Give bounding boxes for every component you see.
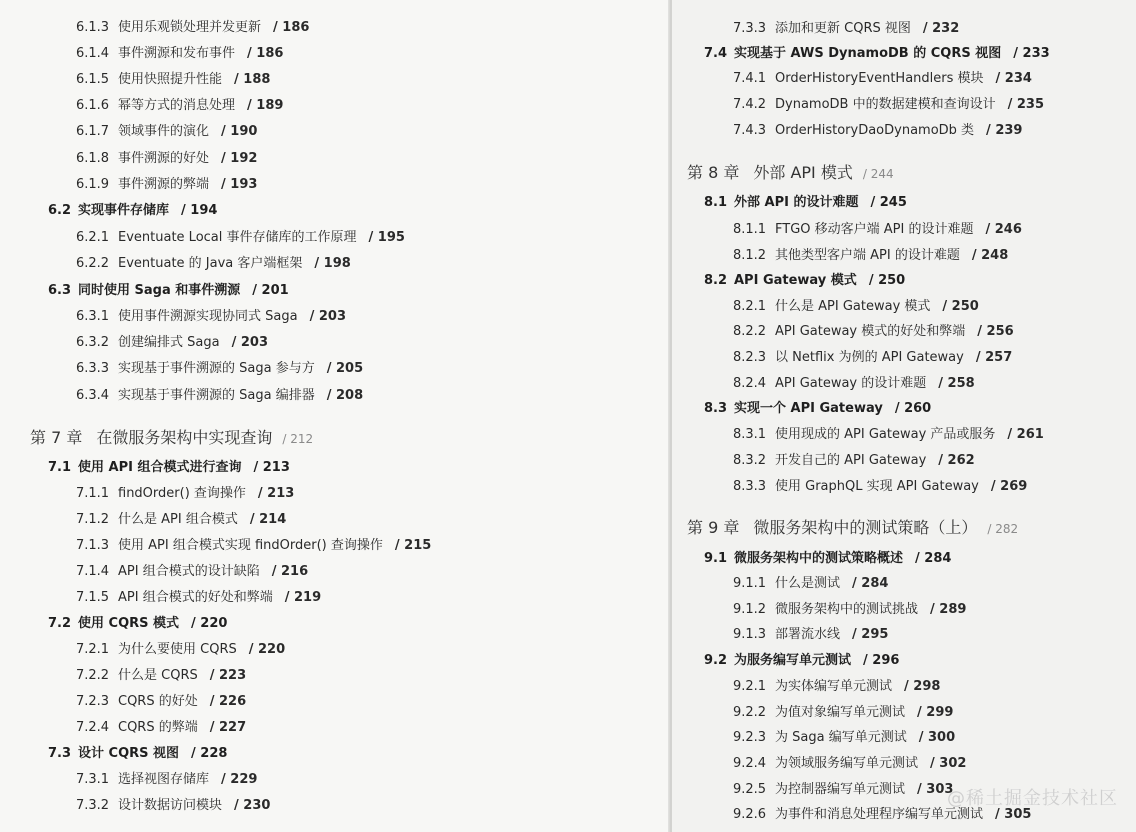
entry-page-number: / 232 xyxy=(922,21,960,36)
entry-number: 8.2.3 xyxy=(733,350,767,365)
entry-page-number: / 250 xyxy=(942,299,979,314)
entry-number: 9.2 xyxy=(704,653,728,668)
subsection-entry xyxy=(76,47,283,60)
entry-page-number: / 186 xyxy=(273,20,310,35)
entry-title: 使用 GraphQL 实现 API Gateway xyxy=(775,479,979,494)
entry-title: 为实体编写单元测试 xyxy=(775,679,893,694)
entry-title: 使用 API 组合模式实现 findOrder() 查询操作 xyxy=(118,538,383,553)
entry-number: 6.1.8 xyxy=(76,151,110,166)
entry-title: Eventuate Local 事件存储库的工作原理 xyxy=(118,230,357,245)
entry-page-number: / 230 xyxy=(234,798,271,813)
entry-number: 7.2.1 xyxy=(76,642,110,657)
entry-number: 6.1.9 xyxy=(76,177,110,192)
entry-number: 7.1.4 xyxy=(76,564,110,579)
section-entry xyxy=(48,617,227,630)
entry-page-number: / 220 xyxy=(191,616,228,631)
section-entry xyxy=(48,204,217,217)
entry-number: 6.3.1 xyxy=(76,309,110,324)
subsection-entry xyxy=(76,152,257,165)
subsection-entry xyxy=(733,454,975,467)
section-entry xyxy=(704,274,905,287)
entry-page-number: / 214 xyxy=(249,512,287,527)
entry-title: 添加和更新 CQRS 视图 xyxy=(775,21,911,36)
entry-title: API Gateway 的设计难题 xyxy=(775,376,927,391)
entry-page-number: / 250 xyxy=(868,273,906,288)
entry-page-number: / 284 xyxy=(915,551,952,566)
entry-title: 使用现成的 API Gateway 产品或服务 xyxy=(775,427,996,442)
entry-title: 为事件和消息处理程序编写单元测试 xyxy=(775,807,984,822)
subsection-entry xyxy=(76,539,431,552)
entry-title: 部署流水线 xyxy=(775,627,841,642)
entry-number: 6.1.6 xyxy=(76,98,110,113)
entry-number: 7.3 xyxy=(48,746,72,761)
entry-page-number: / 198 xyxy=(314,256,351,271)
subsection-entry xyxy=(733,22,959,35)
entry-number: 8.2.2 xyxy=(733,324,767,339)
subsection-entry xyxy=(76,310,346,323)
entry-title: 微服务架构中的测试策略（上） xyxy=(753,518,978,537)
section-entry xyxy=(704,654,899,667)
entry-title: API Gateway 模式 xyxy=(734,273,857,288)
entry-page-number: / 205 xyxy=(326,361,364,376)
entry-page-number: / 261 xyxy=(1007,427,1044,442)
subsection-entry xyxy=(733,377,975,390)
subsection-entry xyxy=(76,565,308,578)
entry-number: 7.4.2 xyxy=(733,97,767,112)
entry-number: 6.3 xyxy=(48,283,72,298)
watermark-text: @稀土掘金技术社区 xyxy=(947,788,1118,809)
entry-page-number: / 257 xyxy=(975,350,1013,365)
subsection-entry xyxy=(76,591,321,604)
entry-page-number: / 246 xyxy=(985,222,1022,237)
entry-number: 9.2.3 xyxy=(733,730,767,745)
section-entry xyxy=(48,284,289,297)
subsection-entry xyxy=(76,178,257,191)
entry-page-number: / 193 xyxy=(221,177,258,192)
entry-page-number: / 195 xyxy=(368,230,405,245)
entry-page-number: / 186 xyxy=(247,46,284,61)
entry-number: 7.3.2 xyxy=(76,798,110,813)
subsection-entry xyxy=(76,389,363,402)
entry-title: 在微服务架构中实现查询 xyxy=(96,428,273,447)
entry-number: 8.2 xyxy=(704,273,728,288)
entry-title: 实现基于事件溯源的 Saga 编排器 xyxy=(118,388,315,403)
subsection-entry xyxy=(76,362,363,375)
entry-page-number: / 213 xyxy=(257,486,295,501)
subsection-entry xyxy=(733,480,1027,493)
entry-number: 9.1 xyxy=(704,551,728,566)
entry-page-number: / 212 xyxy=(282,432,314,446)
entry-title: 幂等方式的消息处理 xyxy=(118,98,236,113)
subsection-entry xyxy=(76,643,285,656)
entry-number: 9.1.3 xyxy=(733,627,767,642)
entry-page-number: / 203 xyxy=(309,309,346,324)
chapter-heading xyxy=(30,430,313,446)
entry-page-number: / 282 xyxy=(987,522,1019,536)
entry-title: Eventuate 的 Java 客户端框架 xyxy=(118,256,303,271)
entry-title: 使用 CQRS 模式 xyxy=(78,616,180,631)
entry-number: 6.3.4 xyxy=(76,388,110,403)
entry-number: 6.3.2 xyxy=(76,335,110,350)
entry-number: 7.2.4 xyxy=(76,720,110,735)
entry-title: 外部 API 模式 xyxy=(753,163,853,182)
entry-title: CQRS 的弊端 xyxy=(118,720,198,735)
entry-title: 使用 API 组合模式进行查询 xyxy=(78,460,242,475)
subsection-entry xyxy=(733,428,1044,441)
entry-number: 7.1.2 xyxy=(76,512,110,527)
entry-page-number: / 215 xyxy=(394,538,432,553)
entry-title: 实现一个 API Gateway xyxy=(734,401,883,416)
entry-page-number: / 300 xyxy=(918,730,956,745)
section-entry xyxy=(48,461,290,474)
entry-page-number: / 190 xyxy=(221,124,258,139)
subsection-entry xyxy=(733,680,940,693)
entry-number: 6.3.3 xyxy=(76,361,110,376)
entry-page-number: / 289 xyxy=(930,602,967,617)
subsection-entry xyxy=(733,300,979,313)
entry-title: OrderHistoryEventHandlers 模块 xyxy=(775,71,984,86)
subsection-entry xyxy=(76,773,257,786)
entry-number: 7.3.3 xyxy=(733,21,767,36)
entry-page-number: / 194 xyxy=(181,203,218,218)
entry-page-number: / 245 xyxy=(870,195,907,210)
section-entry xyxy=(704,552,951,565)
entry-page-number: / 296 xyxy=(863,653,900,668)
subsection-entry xyxy=(733,72,1032,85)
entry-page-number: / 229 xyxy=(221,772,258,787)
entry-number: 8.3 xyxy=(704,401,728,416)
entry-title: 微服务架构中的测试策略概述 xyxy=(734,551,904,566)
subsection-entry xyxy=(733,98,1044,111)
subsection-entry xyxy=(76,487,294,500)
entry-number: 8.3.1 xyxy=(733,427,767,442)
entry-title: 什么是 API Gateway 模式 xyxy=(775,299,931,314)
entry-page-number: / 244 xyxy=(862,167,894,181)
entry-page-number: / 189 xyxy=(247,98,284,113)
subsection-entry xyxy=(76,336,268,349)
entry-title: 为什么要使用 CQRS xyxy=(118,642,237,657)
entry-page-number: / 226 xyxy=(209,694,247,709)
entry-title: 外部 API 的设计难题 xyxy=(734,195,859,210)
entry-page-number: / 258 xyxy=(938,376,975,391)
entry-title: 使用乐观锁处理并发更新 xyxy=(118,20,262,35)
subsection-entry xyxy=(733,706,953,719)
entry-number: 6.2.2 xyxy=(76,256,110,271)
entry-page-number: / 303 xyxy=(917,782,954,797)
entry-title: 微服务架构中的测试挑战 xyxy=(775,602,919,617)
subsection-entry xyxy=(733,757,966,770)
entry-title: 使用快照提升性能 xyxy=(118,72,223,87)
entry-title: 什么是测试 xyxy=(775,576,841,591)
entry-number: 8.3.2 xyxy=(733,453,767,468)
entry-number: 8.1 xyxy=(704,195,728,210)
subsection-entry xyxy=(76,257,351,270)
entry-page-number: / 239 xyxy=(986,123,1023,138)
entry-number: 9.2.6 xyxy=(733,807,767,822)
entry-number: 7.4.3 xyxy=(733,123,767,138)
entry-title: 为服务编写单元测试 xyxy=(734,653,852,668)
entry-title: 实现事件存储库 xyxy=(78,203,170,218)
entry-title: API Gateway 模式的好处和弊端 xyxy=(775,324,966,339)
entry-page-number: / 284 xyxy=(852,576,889,591)
entry-page-number: / 235 xyxy=(1007,97,1045,112)
entry-title: 设计 CQRS 视图 xyxy=(78,746,180,761)
entry-number: 8.1.1 xyxy=(733,222,767,237)
entry-title: 事件溯源的弊端 xyxy=(118,177,210,192)
entry-page-number: / 203 xyxy=(231,335,268,350)
entry-number: 第 8 章 xyxy=(687,163,740,182)
entry-title: 使用事件溯源实现协同式 Saga xyxy=(118,309,298,324)
entry-title: 开发自己的 API Gateway xyxy=(775,453,927,468)
entry-title: 实现基于 AWS DynamoDB 的 CQRS 视图 xyxy=(734,46,1002,61)
subsection-entry xyxy=(76,21,309,34)
entry-number: 7.2.2 xyxy=(76,668,110,683)
entry-title: 选择视图存储库 xyxy=(118,772,210,787)
entry-page-number: / 262 xyxy=(938,453,975,468)
section-entry xyxy=(704,402,931,415)
entry-number: 6.1.7 xyxy=(76,124,110,139)
entry-number: 8.2.4 xyxy=(733,376,767,391)
entry-title: 为值对象编写单元测试 xyxy=(775,705,906,720)
entry-page-number: / 208 xyxy=(326,388,364,403)
subsection-entry xyxy=(733,223,1022,236)
entry-number: 7.3.1 xyxy=(76,772,110,787)
entry-page-number: / 216 xyxy=(271,564,309,579)
entry-title: 其他类型客户端 API 的设计难题 xyxy=(775,248,960,263)
entry-title: 创建编排式 Saga xyxy=(118,335,220,350)
subsection-entry xyxy=(733,628,888,641)
entry-number: 7.1.3 xyxy=(76,538,110,553)
subsection-entry xyxy=(76,721,246,734)
entry-page-number: / 223 xyxy=(209,668,247,683)
entry-page-number: / 228 xyxy=(191,746,228,761)
entry-number: 6.1.4 xyxy=(76,46,110,61)
entry-title: 为 Saga 编写单元测试 xyxy=(775,730,907,745)
entry-number: 7.2 xyxy=(48,616,72,631)
entry-number: 6.2.1 xyxy=(76,230,110,245)
entry-title: 事件溯源和发布事件 xyxy=(118,46,236,61)
entry-title: 实现基于事件溯源的 Saga 参与方 xyxy=(118,361,315,376)
entry-number: 9.1.2 xyxy=(733,602,767,617)
subsection-entry xyxy=(733,249,1008,262)
entry-title: API 组合模式的好处和弊端 xyxy=(118,590,273,605)
entry-page-number: / 233 xyxy=(1013,46,1050,61)
entry-number: 9.2.2 xyxy=(733,705,767,720)
subsection-entry xyxy=(76,799,270,812)
entry-page-number: / 213 xyxy=(253,460,290,475)
subsection-entry xyxy=(733,325,1014,338)
entry-title: 为控制器编写单元测试 xyxy=(775,782,906,797)
entry-number: 8.1.2 xyxy=(733,248,767,263)
entry-title: 什么是 CQRS xyxy=(118,668,198,683)
entry-page-number: / 248 xyxy=(971,248,1009,263)
entry-number: 9.2.5 xyxy=(733,782,767,797)
entry-page-number: / 201 xyxy=(252,283,289,298)
subsection-entry xyxy=(76,513,286,526)
entry-page-number: / 227 xyxy=(209,720,247,735)
entry-number: 9.2.1 xyxy=(733,679,767,694)
entry-page-number: / 188 xyxy=(234,72,271,87)
entry-page-number: / 192 xyxy=(221,151,258,166)
entry-title: 设计数据访问模块 xyxy=(118,798,223,813)
entry-number: 7.1.5 xyxy=(76,590,110,605)
entry-number: 7.4.1 xyxy=(733,71,767,86)
subsection-entry xyxy=(76,125,257,138)
entry-title: API 组合模式的设计缺陷 xyxy=(118,564,260,579)
entry-number: 7.4 xyxy=(704,46,728,61)
subsection-entry xyxy=(733,603,966,616)
entry-number: 9.2.4 xyxy=(733,756,767,771)
entry-page-number: / 298 xyxy=(904,679,941,694)
subsection-entry xyxy=(76,99,283,112)
entry-number: 第 9 章 xyxy=(687,518,740,537)
entry-title: CQRS 的好处 xyxy=(118,694,198,709)
subsection-entry xyxy=(733,351,1012,364)
subsection-entry xyxy=(76,669,246,682)
subsection-entry xyxy=(733,577,888,590)
entry-page-number: / 269 xyxy=(990,479,1028,494)
entry-number: 7.2.3 xyxy=(76,694,110,709)
entry-title: 以 Netflix 为例的 API Gateway xyxy=(775,350,964,365)
subsection-entry xyxy=(76,231,405,244)
entry-page-number: / 220 xyxy=(248,642,286,657)
entry-title: 同时使用 Saga 和事件溯源 xyxy=(78,283,241,298)
entry-title: 领域事件的演化 xyxy=(118,124,210,139)
entry-page-number: / 256 xyxy=(977,324,1014,339)
entry-number: 8.3.3 xyxy=(733,479,767,494)
entry-page-number: / 302 xyxy=(930,756,967,771)
entry-number: 6.1.5 xyxy=(76,72,110,87)
entry-page-number: / 299 xyxy=(917,705,954,720)
entry-page-number: / 219 xyxy=(284,590,322,605)
entry-number: 6.1.3 xyxy=(76,20,110,35)
entry-number: 9.1.1 xyxy=(733,576,767,591)
chapter-heading xyxy=(687,165,894,181)
section-entry xyxy=(704,47,1050,60)
entry-page-number: / 234 xyxy=(995,71,1032,86)
entry-title: 什么是 API 组合模式 xyxy=(118,512,238,527)
entry-number: 第 7 章 xyxy=(30,428,83,447)
entry-title: 为领域服务编写单元测试 xyxy=(775,756,919,771)
subsection-entry xyxy=(76,695,246,708)
section-entry xyxy=(48,747,227,760)
entry-page-number: / 305 xyxy=(995,807,1032,822)
entry-page-number: / 260 xyxy=(894,401,932,416)
entry-title: findOrder() 查询操作 xyxy=(118,486,246,501)
subsection-entry xyxy=(733,783,953,796)
section-entry xyxy=(704,196,907,209)
subsection-entry xyxy=(733,731,955,744)
entry-number: 7.1.1 xyxy=(76,486,110,501)
chapter-heading xyxy=(687,520,1018,536)
entry-title: OrderHistoryDaoDynamoDb 类 xyxy=(775,123,975,138)
entry-number: 8.2.1 xyxy=(733,299,767,314)
entry-number: 6.2 xyxy=(48,203,72,218)
entry-title: DynamoDB 中的数据建模和查询设计 xyxy=(775,97,996,112)
right-page xyxy=(672,0,1136,832)
entry-page-number: / 295 xyxy=(852,627,889,642)
subsection-entry xyxy=(733,124,1022,137)
entry-number: 7.1 xyxy=(48,460,72,475)
entry-title: 事件溯源的好处 xyxy=(118,151,210,166)
entry-title: FTGO 移动客户端 API 的设计难题 xyxy=(775,222,974,237)
subsection-entry xyxy=(76,73,270,86)
